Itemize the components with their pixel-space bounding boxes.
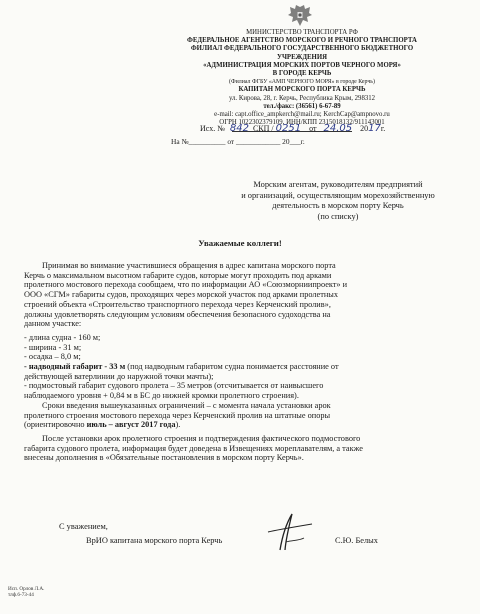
body-line: строений объекта «Строительство транспортного перехода через Керченский пролив», [24, 299, 331, 309]
body-line: габарита судового пролета, информация будет доведена в Извещениях мореплавателям, а также [24, 443, 363, 453]
office-phone: тел./факс: (36561) 6-67-89 [263, 102, 341, 110]
office-name: КАПИТАН МОРСКОГО ПОРТА КЕРЧЬ [238, 86, 366, 94]
constraint-item [24, 362, 456, 372]
body-line: пролетного строения мостового перехода через Керченский пролив на штатные опоры [24, 410, 331, 420]
handwritten-signature [262, 510, 322, 554]
body-line: Керчь о максимальном высотном габарите судов, которые могут проходить под арками [24, 270, 332, 280]
signatory-name: С.Ю. Белых [335, 536, 378, 545]
ref-number: 842 [229, 123, 249, 134]
office-address: ул. Кирова, 28, г. Керчь, Республика Крым, 298312 [228, 94, 376, 102]
ref-prefix: Исх. № [200, 124, 225, 133]
letter-body [24, 261, 456, 463]
body-line: должны удовлетворять следующим условиям обеспечения безопасного судоходства на [24, 309, 331, 319]
body-line: Сроки введения вышеуказанных ограничений – с момента начала установки арок [42, 400, 331, 410]
branch-name-line-1: ФИЛИАЛ ФЕДЕРАЛЬНОГО ГОСУДАРСТВЕННОГО БЮДЖЕТНОГО УЧРЕЖДЕНИЯ [190, 45, 414, 61]
body-line [24, 420, 456, 430]
period-dates: июль – август 2017 года [86, 420, 176, 430]
branch-city: В ГОРОДЕ КЕРЧЬ [272, 70, 332, 78]
recipient-line: Морским агентам, руководителям предприятий [253, 180, 423, 189]
ref-date: 24.05 [323, 123, 353, 134]
registration-ids: ОГРН 1022302379109, ИНН/КПП 2315018132/911143001 [219, 119, 385, 127]
ref-year-suffix: г. [380, 124, 386, 133]
air-draft-note: (под надводным габаритом судна понимается расстояние от [125, 362, 339, 372]
body-line: данном участке: [24, 319, 82, 329]
branch-name-line-2: «АДМИНИСТРАЦИЯ МОРСКИХ ПОРТОВ ЧЕРНОГО МОРЯ» [203, 61, 401, 69]
closing-regards: С уважением, [59, 522, 108, 531]
office-email: e-mail: capt.office_ampkerch@mail.ru; KerchCap@ampnovo.ru [214, 111, 390, 119]
agency-name: ФЕДЕРАЛЬНОЕ АГЕНТСТВО МОРСКОГО И РЕЧНОГО ТРАНСПОРТА [187, 37, 417, 45]
body-line: внесены дополнения в «Обязательные постановления в морском порту Керчь». [24, 453, 304, 463]
body-line: После установки арок пролетного строения и подтверждения фактического подмостового [42, 433, 361, 443]
signatory-position: ВрИО капитана морского порта Керчь [86, 536, 223, 545]
ref-from-label: от [309, 124, 317, 133]
ref-underline [232, 131, 352, 132]
outgoing-reference [200, 123, 450, 135]
recipient-line: и организаций, осуществляющим морехозяйственную [241, 190, 435, 200]
reply-reference: На №__________ от ____________ 20___г. [171, 137, 305, 146]
constraint-item: - осадка – 8,0 м; [24, 352, 81, 362]
constraint-item: - подмостовый габарит судового пролета – 35 метров (отсчитывается от наивысшего [24, 381, 324, 391]
air-draft-label: - надводный габарит - 33 м [24, 362, 126, 372]
ref-code-number: 0251 [275, 123, 302, 134]
body-line: действующей ватерлинии до наружной точки мачты); [24, 371, 214, 381]
executor-phone: тлф.6-73-44 [8, 592, 34, 599]
constraint-item: - длина судна - 160 м; [24, 332, 101, 342]
letterhead [186, 29, 418, 127]
constraint-item: - ширина - 31 м; [24, 342, 82, 352]
period-prefix: (ориентировочно [24, 420, 87, 430]
recipient-line: деятельность в морском порту Керчь [272, 201, 404, 211]
body-line: пролетного мостового перехода сообщаем, что по информации АО «Союзморниипроект» и [24, 280, 348, 290]
executor-block [8, 586, 44, 598]
period-suffix: ). [175, 420, 181, 430]
ref-code: СКП / [252, 124, 274, 133]
salutation: Уважаемые коллеги! [198, 238, 282, 248]
ref-year-prefix: 20 [360, 124, 369, 133]
executor-name: Исп. Орлов Л.А. [8, 586, 45, 592]
body-line: наблюдаемого уровня + 0,84 м в БС до нижней кромки пролетного строения). [24, 391, 299, 401]
ref-year: 17 [368, 123, 381, 134]
body-line: Принимая во внимание участившиеся обращения в адрес капитана морского порта [42, 261, 336, 270]
branch-short-name: (Филиал ФГБУ «АМП ЧЕРНОГО МОРЯ» в городе Керчь) [229, 79, 375, 86]
recipient-block [216, 180, 460, 222]
ministry-name: МИНИСТЕРСТВО ТРАНСПОРТА РФ [246, 29, 358, 36]
recipient-line: (по списку) [317, 211, 359, 221]
coat-of-arms-emblem [287, 4, 313, 28]
body-line: ООО «СГМ» габариты судов, проходящих через морской участок под арками пролетных [24, 290, 339, 300]
